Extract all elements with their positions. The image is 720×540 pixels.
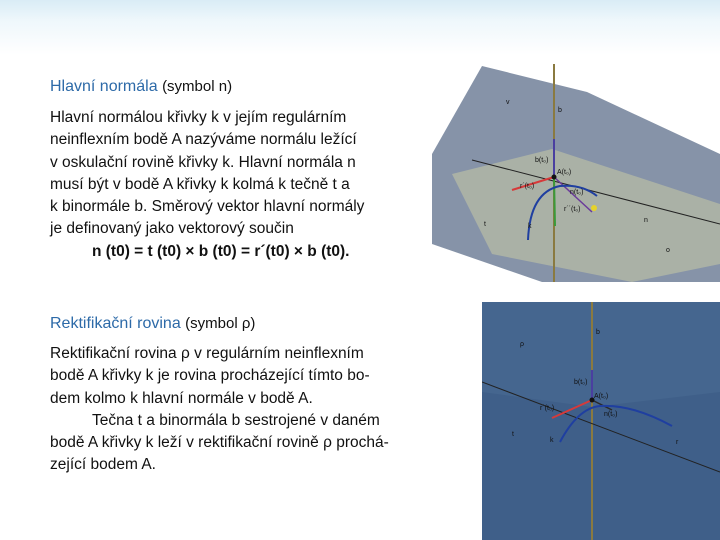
section-heading-rectifying-plane <box>50 313 255 335</box>
label-r: r <box>676 439 679 446</box>
label-t: t <box>512 431 514 438</box>
text-line: Hlavní normálou křivky k v jejím regulárním <box>50 109 347 126</box>
label-b: b <box>558 107 562 114</box>
label-n-t0: n(t₀) <box>570 189 584 196</box>
label-r-double-prime: r´´(t₀) <box>564 206 581 213</box>
paragraph-rectifying-plane <box>50 343 465 477</box>
second-derivative-vector <box>554 177 555 226</box>
label-t: t <box>484 221 486 228</box>
formula-line: n (t0) = t (t0) × b (t0) = r´(t0) × b (t0). <box>92 242 350 260</box>
text-line: dem kolmo k hlavní normále v bodě A. <box>50 389 313 407</box>
label-r-prime: r´(t₀) <box>540 405 555 412</box>
label-v: v <box>506 99 510 106</box>
heading-symbol: (symbol ρ) <box>185 315 256 332</box>
text-line: musí být v bodě A křivky k kolmá k tečně t a <box>50 175 350 193</box>
label-n-t0: n(t₀) <box>604 411 618 418</box>
section-heading-main-normal <box>50 76 232 98</box>
label-b-t0: b(t₀) <box>535 157 549 164</box>
paragraph-main-normal <box>50 107 430 263</box>
heading-symbol: (symbol n) <box>162 78 233 95</box>
heading-title: Rektifikační rovina <box>50 315 181 332</box>
text-line: neinflexním bodě A nazýváme normálu ležící <box>50 131 357 149</box>
text-line: k binormále b. Směrový vektor hlavní normály <box>50 198 365 216</box>
text-line: bodě A křivky k je rovina procházející tímto bo- <box>50 367 370 385</box>
text-line: zející bodem A. <box>50 456 156 474</box>
text-line: Rektifikační rovina ρ v regulárním neinflexním <box>50 345 364 362</box>
label-k: k <box>550 437 554 444</box>
figure-osculating-plane <box>432 64 720 282</box>
point-marker <box>591 205 597 211</box>
label-a-t0: A(t₀) <box>594 393 609 400</box>
label-a-t0: A(t₀) <box>557 169 572 176</box>
label-r-prime: r´(t₀) <box>520 183 535 190</box>
label-rho: ρ <box>520 341 524 348</box>
heading-title: Hlavní normála <box>50 78 158 95</box>
point-a <box>552 175 557 180</box>
label-b-t0: b(t₀) <box>574 379 588 386</box>
label-k: k <box>528 223 532 230</box>
text-line: bodě A křivky k leží v rektifikační rovině ρ prochá- <box>50 434 389 452</box>
text-line: Tečna t a binormála b sestrojené v daném <box>92 411 380 429</box>
label-n: n <box>644 217 648 224</box>
figure-rectifying-plane <box>482 302 720 540</box>
label-b: b <box>596 329 600 336</box>
text-line: je definovaný jako vektorový součin <box>50 220 294 238</box>
text-line: v oskulační rovině křivky k. Hlavní normála n <box>50 153 356 171</box>
label-o: o <box>666 247 670 254</box>
plane-shade <box>482 302 720 407</box>
